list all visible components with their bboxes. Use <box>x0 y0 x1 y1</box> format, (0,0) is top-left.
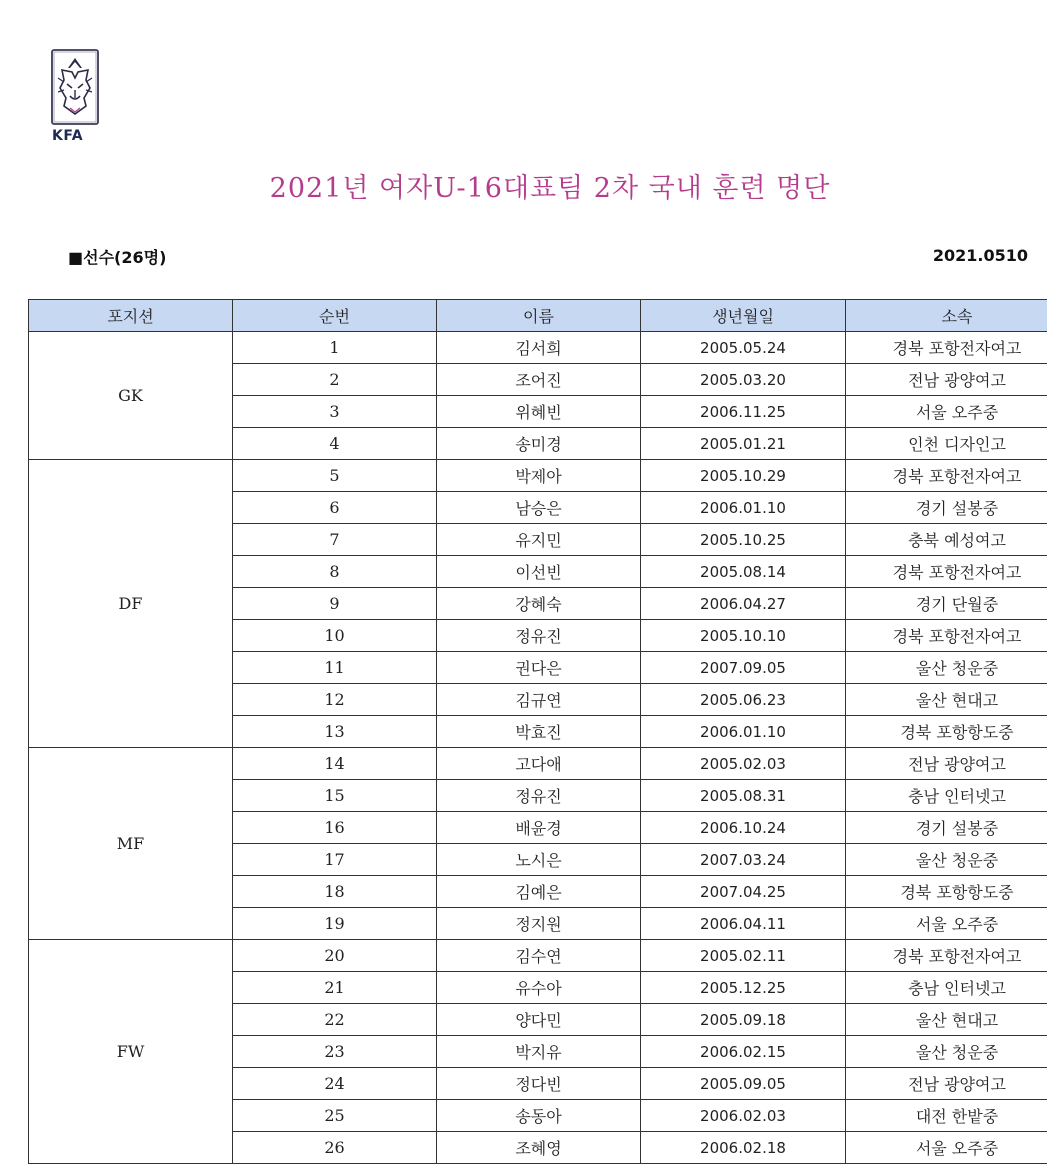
number-cell: 7 <box>233 524 437 556</box>
dob-cell: 2005.10.10 <box>641 620 846 652</box>
number-cell: 18 <box>233 876 437 908</box>
name-cell: 이선빈 <box>437 556 641 588</box>
name-cell: 김규연 <box>437 684 641 716</box>
name-cell: 박지유 <box>437 1036 641 1068</box>
dob-cell: 2006.02.03 <box>641 1100 846 1132</box>
name-cell: 권다은 <box>437 652 641 684</box>
club-cell: 충남 인터넷고 <box>846 780 1047 812</box>
header-position: 포지션 <box>29 300 233 332</box>
dob-cell: 2005.08.14 <box>641 556 846 588</box>
dob-cell: 2007.09.05 <box>641 652 846 684</box>
table-row <box>29 332 1047 364</box>
name-cell: 고다애 <box>437 748 641 780</box>
name-cell: 송동아 <box>437 1100 641 1132</box>
position-cell: FW <box>29 940 233 1164</box>
dob-cell: 2005.06.23 <box>641 684 846 716</box>
number-cell: 11 <box>233 652 437 684</box>
club-cell: 경북 포항전자여고 <box>846 556 1047 588</box>
dob-cell: 2005.02.11 <box>641 940 846 972</box>
dob-cell: 2005.05.24 <box>641 332 846 364</box>
header-dob: 생년월일 <box>641 300 846 332</box>
logo-text: KFA <box>52 128 84 144</box>
name-cell: 남승은 <box>437 492 641 524</box>
dob-cell: 2006.04.27 <box>641 588 846 620</box>
name-cell: 강혜숙 <box>437 588 641 620</box>
header-club: 소속 <box>846 300 1047 332</box>
number-cell: 21 <box>233 972 437 1004</box>
club-cell: 충북 예성여고 <box>846 524 1047 556</box>
dob-cell: 2005.10.29 <box>641 460 846 492</box>
club-cell: 울산 청운중 <box>846 652 1047 684</box>
name-cell: 양다민 <box>437 1004 641 1036</box>
club-cell: 경북 포항항도중 <box>846 876 1047 908</box>
number-cell: 12 <box>233 684 437 716</box>
dob-cell: 2005.12.25 <box>641 972 846 1004</box>
name-cell: 조어진 <box>437 364 641 396</box>
number-cell: 15 <box>233 780 437 812</box>
dob-cell: 2006.01.10 <box>641 716 846 748</box>
name-cell: 송미경 <box>437 428 641 460</box>
name-cell: 조혜영 <box>437 1132 641 1164</box>
dob-cell: 2005.09.18 <box>641 1004 846 1036</box>
dob-cell: 2005.01.21 <box>641 428 846 460</box>
club-cell: 울산 현대고 <box>846 684 1047 716</box>
dob-cell: 2007.03.24 <box>641 844 846 876</box>
number-cell: 19 <box>233 908 437 940</box>
page-title: 2021년 여자U-16대표팀 2차 국내 훈련 명단 <box>269 173 831 204</box>
number-cell: 13 <box>233 716 437 748</box>
document-date: 2021.0510 <box>932 246 1028 265</box>
club-cell: 서울 오주중 <box>846 908 1047 940</box>
number-cell: 9 <box>233 588 437 620</box>
club-cell: 전남 광양여고 <box>846 748 1047 780</box>
number-cell: 10 <box>233 620 437 652</box>
dob-cell: 2007.04.25 <box>641 876 846 908</box>
dob-cell: 2005.02.03 <box>641 748 846 780</box>
number-cell: 25 <box>233 1100 437 1132</box>
name-cell: 김서희 <box>437 332 641 364</box>
club-cell: 경북 포항전자여고 <box>846 940 1047 972</box>
tiger-crest-icon <box>50 48 100 126</box>
club-cell: 울산 청운중 <box>846 1036 1047 1068</box>
position-cell: GK <box>29 332 233 460</box>
number-cell: 3 <box>233 396 437 428</box>
club-cell: 전남 광양여고 <box>846 364 1047 396</box>
position-cell: DF <box>29 460 233 748</box>
number-cell: 8 <box>233 556 437 588</box>
club-cell: 인천 디자인고 <box>846 428 1047 460</box>
club-cell: 서울 오주중 <box>846 396 1047 428</box>
table-header-row <box>29 300 1047 332</box>
number-cell: 20 <box>233 940 437 972</box>
roster-table <box>28 299 1047 1164</box>
name-cell: 김수연 <box>437 940 641 972</box>
name-cell: 노시은 <box>437 844 641 876</box>
name-cell: 위혜빈 <box>437 396 641 428</box>
club-cell: 대전 한밭중 <box>846 1100 1047 1132</box>
name-cell: 유지민 <box>437 524 641 556</box>
name-cell: 정유진 <box>437 620 641 652</box>
number-cell: 5 <box>233 460 437 492</box>
club-cell: 경기 단월중 <box>846 588 1047 620</box>
club-cell: 경북 포항전자여고 <box>846 620 1047 652</box>
number-cell: 23 <box>233 1036 437 1068</box>
position-cell: MF <box>29 748 233 940</box>
table-row <box>29 940 1047 972</box>
name-cell: 유수아 <box>437 972 641 1004</box>
number-cell: 14 <box>233 748 437 780</box>
name-cell: 정유진 <box>437 780 641 812</box>
table-row <box>29 748 1047 780</box>
club-cell: 경북 포항전자여고 <box>846 332 1047 364</box>
number-cell: 16 <box>233 812 437 844</box>
dob-cell: 2006.04.11 <box>641 908 846 940</box>
name-cell: 정지원 <box>437 908 641 940</box>
dob-cell: 2006.11.25 <box>641 396 846 428</box>
dob-cell: 2005.10.25 <box>641 524 846 556</box>
header-name: 이름 <box>437 300 641 332</box>
club-cell: 울산 청운중 <box>846 844 1047 876</box>
number-cell: 22 <box>233 1004 437 1036</box>
dob-cell: 2005.09.05 <box>641 1068 846 1100</box>
dob-cell: 2005.08.31 <box>641 780 846 812</box>
number-cell: 2 <box>233 364 437 396</box>
club-cell: 서울 오주중 <box>846 1132 1047 1164</box>
number-cell: 1 <box>233 332 437 364</box>
number-cell: 6 <box>233 492 437 524</box>
dob-cell: 2005.03.20 <box>641 364 846 396</box>
number-cell: 17 <box>233 844 437 876</box>
name-cell: 김예은 <box>437 876 641 908</box>
number-cell: 26 <box>233 1132 437 1164</box>
section-label: ■선수(26명) <box>68 248 167 267</box>
name-cell: 배윤경 <box>437 812 641 844</box>
club-cell: 경북 포항전자여고 <box>846 460 1047 492</box>
club-cell: 충남 인터넷고 <box>846 972 1047 1004</box>
club-cell: 경기 설봉중 <box>846 492 1047 524</box>
header-number: 순번 <box>233 300 437 332</box>
dob-cell: 2006.02.15 <box>641 1036 846 1068</box>
table-row <box>29 460 1047 492</box>
dob-cell: 2006.10.24 <box>641 812 846 844</box>
club-cell: 울산 현대고 <box>846 1004 1047 1036</box>
dob-cell: 2006.01.10 <box>641 492 846 524</box>
dob-cell: 2006.02.18 <box>641 1132 846 1164</box>
name-cell: 박효진 <box>437 716 641 748</box>
club-cell: 경기 설봉중 <box>846 812 1047 844</box>
number-cell: 24 <box>233 1068 437 1100</box>
name-cell: 박제아 <box>437 460 641 492</box>
club-cell: 경북 포항항도중 <box>846 716 1047 748</box>
club-cell: 전남 광양여고 <box>846 1068 1047 1100</box>
name-cell: 정다빈 <box>437 1068 641 1100</box>
roster-body <box>29 332 1047 1164</box>
number-cell: 4 <box>233 428 437 460</box>
